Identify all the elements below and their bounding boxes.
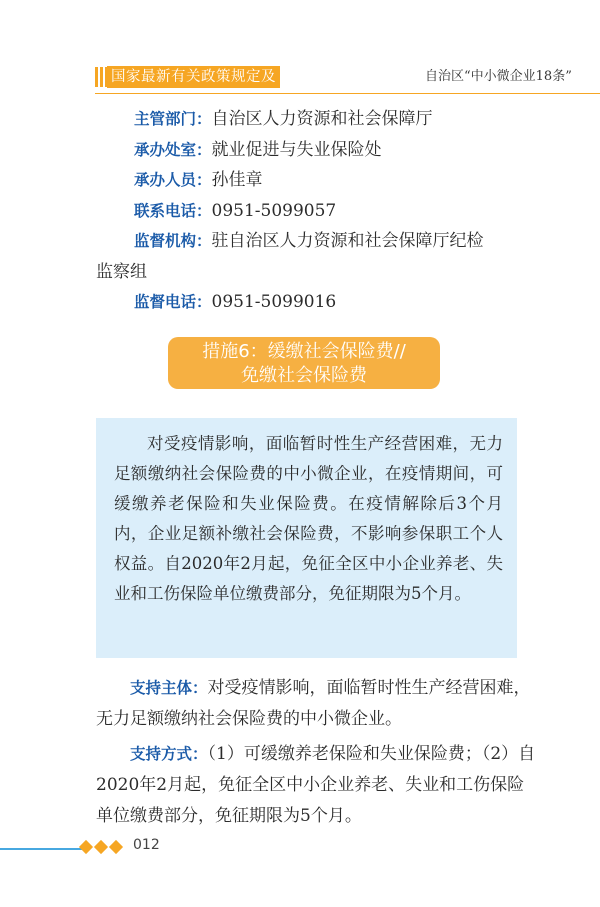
footer-line — [0, 848, 86, 850]
footer-diamonds-decoration — [79, 840, 123, 854]
page-number: 012 — [133, 837, 160, 853]
support-method — [96, 739, 536, 832]
supervise-value: 驻自治区人力资源和社会保障厅纪检 — [211, 231, 484, 251]
supervise-phone-label: 监督电话： — [134, 293, 212, 311]
supervise-label: 监督机构： — [134, 232, 212, 250]
info-row-person — [96, 165, 536, 196]
policy-summary-box — [96, 418, 517, 658]
support-subject-label: 支持主体： — [130, 679, 208, 697]
support-section — [96, 673, 536, 836]
phone-value: 0951-5099057 — [211, 200, 337, 221]
supervise-value-cont: 监察组 — [96, 261, 147, 282]
diamond-icon — [79, 840, 93, 854]
support-subject-text: 对受疫情影响，面临暂时性生产经营困难，无力足额缴纳社会保险费的中小微企业。 — [96, 678, 531, 729]
info-row-office — [96, 135, 536, 166]
support-method-label: 支持方式： — [130, 745, 208, 763]
diamond-icon — [109, 840, 123, 854]
phone-label: 联系电话： — [134, 201, 212, 220]
header-subtitle: 自治区“中小微企业18条” — [425, 69, 572, 84]
office-label: 承办处室： — [134, 140, 212, 159]
policy-summary-text: 对受疫情影响，面临暂时性生产经营困难，无力足额缴纳社会保险费的中小微企业，在疫情期间，可缓缴养老保险和失业保险费。在疫情解除后3个月内，企业足额补缴社会保险费，不影响参保职工个人权益。自2020年2月起，免征全区中小企业养老、失业和工伤保险单位缴费部分，免征期限为5个月。 — [114, 434, 503, 603]
info-row-supervise — [96, 226, 536, 257]
dept-value: 自治区人力资源和社会保障厅 — [211, 109, 433, 129]
support-method-text: （1）可缓缴养老保险和失业保险费；（2）自2020年2月起，免征全区中小企业养老、失业和工伤保险单位缴费部分，免征期限为5个月。 — [96, 744, 536, 826]
dept-label: 主管部门： — [134, 110, 212, 128]
office-value: 就业促进与失业保险处 — [211, 139, 382, 160]
diamond-icon — [94, 840, 108, 854]
info-row-supervise-cont — [96, 257, 536, 288]
info-row-dept — [96, 104, 536, 135]
measure-title-line2: 免缴社会保险费 — [241, 365, 367, 386]
person-label: 承办人员： — [134, 171, 212, 189]
measure-title-pill — [168, 337, 440, 389]
contact-info — [96, 104, 536, 318]
info-row-phone — [96, 196, 536, 227]
supervise-phone-value: 0951-5099016 — [211, 292, 337, 312]
person-value: 孙佳章 — [211, 170, 263, 190]
support-subject — [96, 673, 536, 735]
header-banner: 国家最新有关政策规定及 — [107, 66, 280, 88]
running-header — [95, 64, 600, 90]
measure-title-line1: 措施6：缓缴社会保险费// — [202, 341, 406, 362]
info-row-supervise-phone — [96, 287, 536, 318]
header-divider — [95, 93, 600, 94]
